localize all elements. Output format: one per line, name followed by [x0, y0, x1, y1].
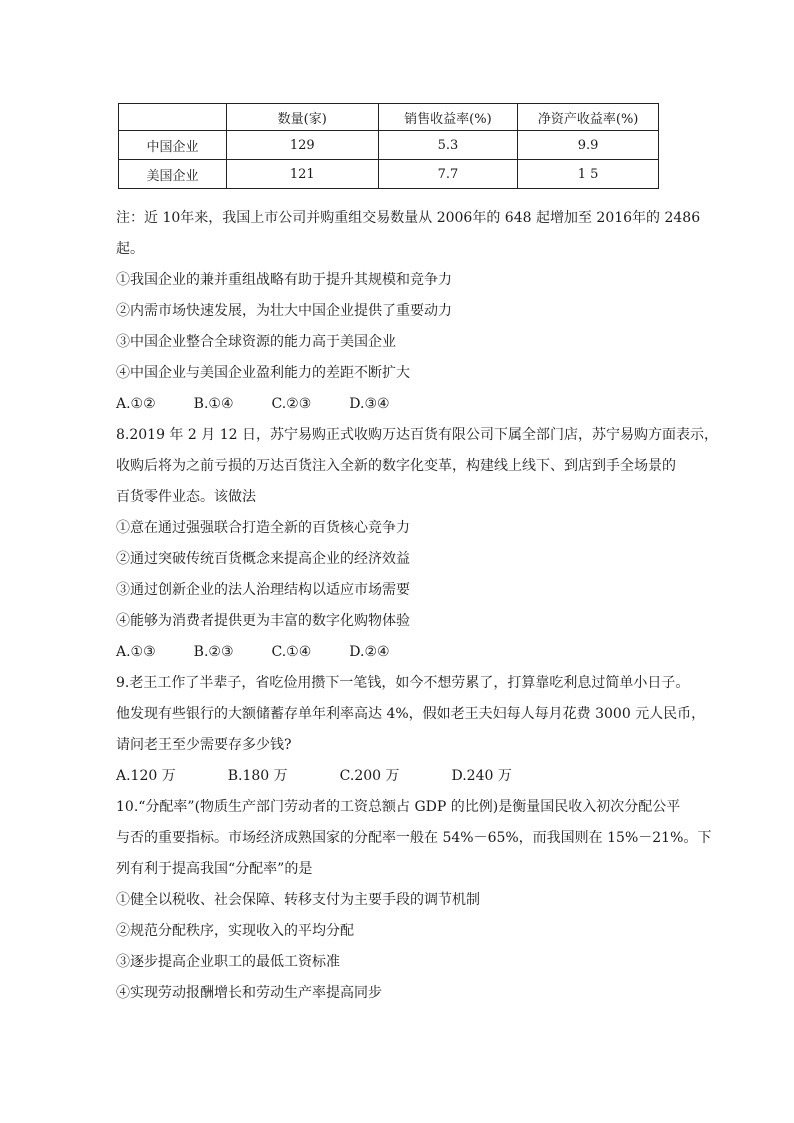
q10-choice-item: ③逐步提高企业职工的最低工资标准 [116, 954, 340, 970]
q8-stem-line: 百货零件业态。该做法 [116, 489, 256, 505]
q10-stem-line: 10.“分配率”(物质生产部门劳动者的工资总额占 GDP 的比例)是衡量国民收入初次分配公平 [116, 799, 681, 815]
q10-stem-line: 与否的重要指标。市场经济成熟国家的分配率一般在 54%－65%，而我国则在 15%－21%。下 [116, 830, 712, 846]
table-cell: 1 5 [518, 160, 659, 189]
q8-options [116, 637, 696, 668]
q8-choice-item: ②通过突破传统百货概念来提高企业的经济效益 [116, 551, 410, 567]
q9-option-d[interactable]: D.240 万 [451, 768, 512, 784]
q8-option-c[interactable]: C.①④ [271, 644, 312, 660]
table-header-cell: 净资产收益率(%) [518, 104, 659, 131]
q10-stem-line: 列有利于提高我国“分配率”的是 [116, 861, 313, 877]
q7-options [116, 389, 696, 420]
table-cell: 美国企业 [119, 160, 227, 189]
question-content [116, 203, 718, 1009]
q8-option-d[interactable]: D.②④ [349, 644, 390, 660]
q8-choice-item: ①意在通过强强联合打造全新的百货核心竞争力 [116, 520, 410, 536]
table-header-row [119, 104, 659, 131]
table-row [119, 131, 659, 160]
q8-stem-line: 收购后将为之前亏损的万达百货注入全新的数字化变革，构建线上线下、到店到手全场景的 [116, 458, 676, 474]
q8-option-a[interactable]: A.①③ [116, 644, 156, 660]
q7-option-d[interactable]: D.③④ [349, 396, 390, 412]
q9-option-a[interactable]: A.120 万 [116, 768, 176, 784]
q10-choice-item: ④实现劳动报酬增长和劳动生产率提高同步 [116, 985, 382, 1001]
table-row [119, 160, 659, 189]
note-line: 起。 [116, 241, 144, 257]
q8-choice-item: ③通过创新企业的法人治理结构以适应市场需要 [116, 582, 410, 598]
q7-choice-item: ②内需市场快速发展，为壮大中国企业提供了重要动力 [116, 303, 452, 319]
table-cell: 5.3 [378, 131, 518, 160]
q9-options [116, 761, 696, 792]
q9-stem-line: 9.老王工作了半辈子，省吃俭用攒下一笔钱，如今不想劳累了，打算靠吃利息过简单小日子。 [116, 675, 690, 691]
table-cell: 7.7 [378, 160, 518, 189]
q9-option-c[interactable]: C.200 万 [339, 768, 400, 784]
comparison-table [118, 103, 659, 189]
q9-stem-line: 请问老王至少需要存多少钱? [116, 737, 292, 753]
q7-option-c[interactable]: C.②③ [271, 396, 312, 412]
q9-option-b[interactable]: B.180 万 [227, 768, 288, 784]
q7-option-b[interactable]: B.①④ [193, 396, 234, 412]
q7-choice-item: ③中国企业整合全球资源的能力高于美国企业 [116, 334, 396, 350]
table-cell: 121 [226, 160, 378, 189]
note-line: 注：近 10年来，我国上市公司并购重组交易数量从 2006年的 648 起增加至 2016年的 2486 [116, 210, 701, 226]
q7-choice-item: ④中国企业与美国企业盈利能力的差距不断扩大 [116, 365, 410, 381]
table-header-cell [119, 104, 227, 131]
table-cell: 中国企业 [119, 131, 227, 160]
q7-choice-item: ①我国企业的兼并重组战略有助于提升其规模和竞争力 [116, 272, 452, 288]
q7-option-a[interactable]: A.①② [116, 396, 156, 412]
q8-option-b[interactable]: B.②③ [193, 644, 234, 660]
q10-choice-item: ②规范分配秩序，实现收入的平均分配 [116, 923, 354, 939]
q9-stem-line: 他发现有些银行的大额储蓄存单年利率高达 4%，假如老王夫妇每人每月花费 3000 元人民币， [116, 706, 706, 722]
q8-stem-line: 8.2019 年 2 月 12 日，苏宁易购正式收购万达百货有限公司下属全部门店，苏宁易购方面表示， [116, 427, 718, 443]
table-header-cell: 销售收益率(%) [378, 104, 518, 131]
table-header-cell: 数量(家) [226, 104, 378, 131]
q8-choice-item: ④能够为消费者提供更为丰富的数字化购物体验 [116, 613, 410, 629]
table-cell: 9.9 [518, 131, 659, 160]
q10-choice-item: ①健全以税收、社会保障、转移支付为主要手段的调节机制 [116, 892, 480, 908]
table-cell: 129 [226, 131, 378, 160]
